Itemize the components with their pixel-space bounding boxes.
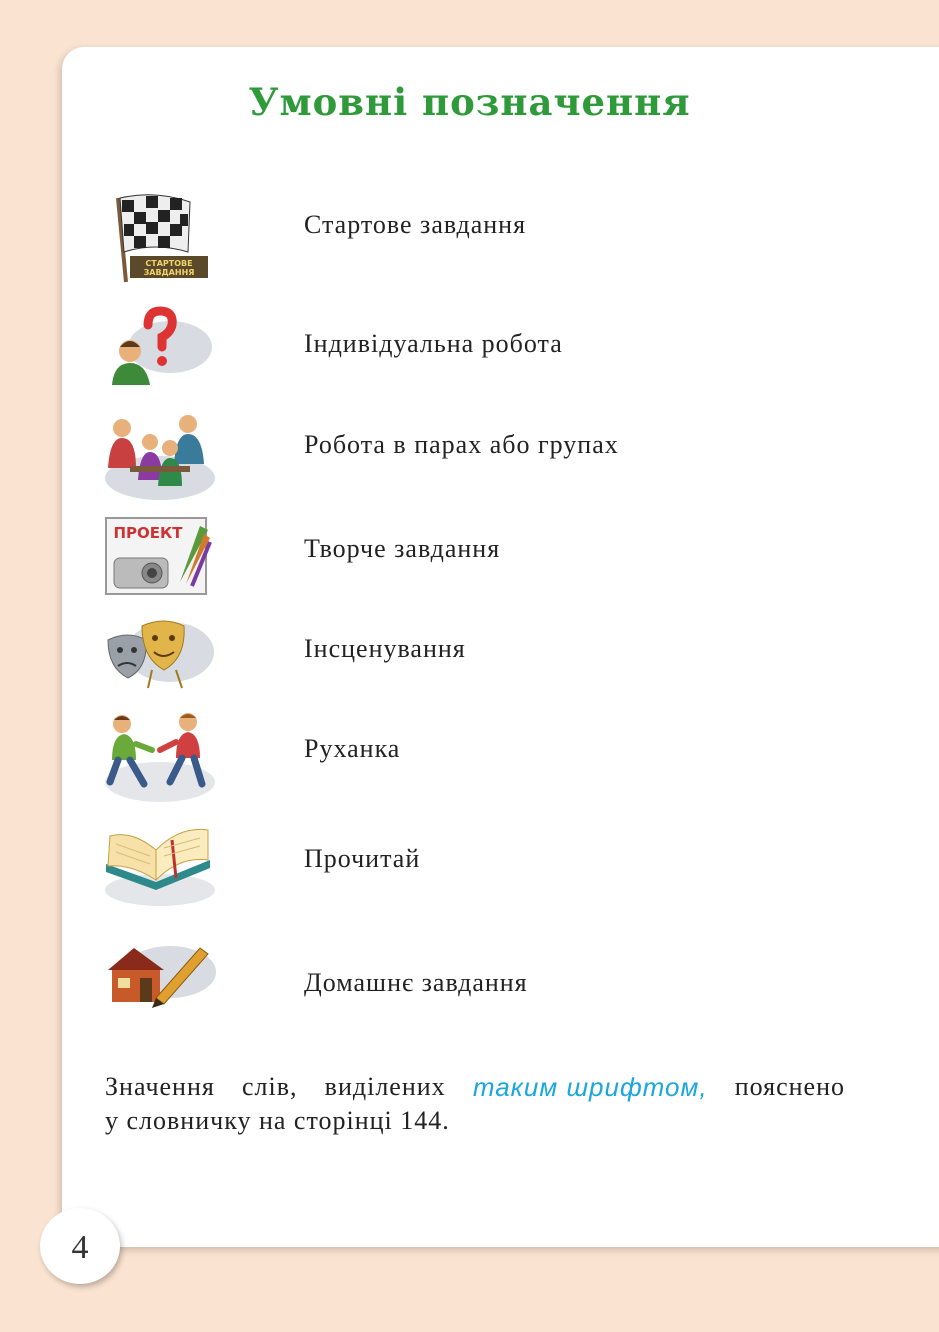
legend-item-creative	[100, 512, 880, 612]
note-word: слів,	[242, 1072, 298, 1101]
open-book-icon	[100, 820, 220, 920]
note-word: виділених	[324, 1072, 446, 1101]
flag-badge-line2: ЗАВДАННЯ	[143, 268, 195, 277]
legend-item-exercise	[100, 712, 880, 812]
note-word: Значення	[105, 1072, 215, 1101]
person-question-icon	[100, 305, 220, 405]
note-highlight: таким шрифтом,	[472, 1072, 708, 1102]
group-work-icon	[100, 408, 220, 508]
note-line2: у словничку на сторінці 144.	[105, 1106, 450, 1135]
checkered-flag-icon	[100, 190, 220, 290]
legend-item-staging	[100, 612, 880, 712]
page-title: Умовні позначення	[248, 80, 691, 124]
note-word: пояснено	[734, 1072, 845, 1101]
project-badge-text: ПРОЕКТ	[113, 524, 183, 542]
legend-label: Робота в парах або групах	[304, 430, 619, 459]
legend-label: Стартове завдання	[304, 210, 527, 239]
legend-item-homework	[100, 940, 880, 1040]
legend-label: Творче завдання	[304, 534, 501, 563]
legend-label: Домашнє завдання	[304, 968, 528, 997]
legend-label: Інсценування	[304, 634, 466, 663]
legend-item-read	[100, 820, 880, 920]
legend-item-individual	[100, 305, 880, 405]
house-pencil-icon	[100, 940, 220, 1040]
legend-label: Руханка	[304, 734, 401, 763]
legend-item-group	[100, 408, 880, 508]
page-number: 4	[40, 1208, 120, 1284]
footnote	[105, 1070, 845, 1138]
legend-label: Індивідуальна робота	[304, 329, 563, 358]
project-icon	[100, 512, 220, 612]
flag-badge-line1: СТАРТОВЕ	[145, 259, 193, 268]
legend-label: Прочитай	[304, 844, 421, 873]
theater-masks-icon	[100, 612, 220, 712]
legend-item-start	[100, 190, 880, 290]
dancing-kids-icon	[100, 712, 220, 812]
